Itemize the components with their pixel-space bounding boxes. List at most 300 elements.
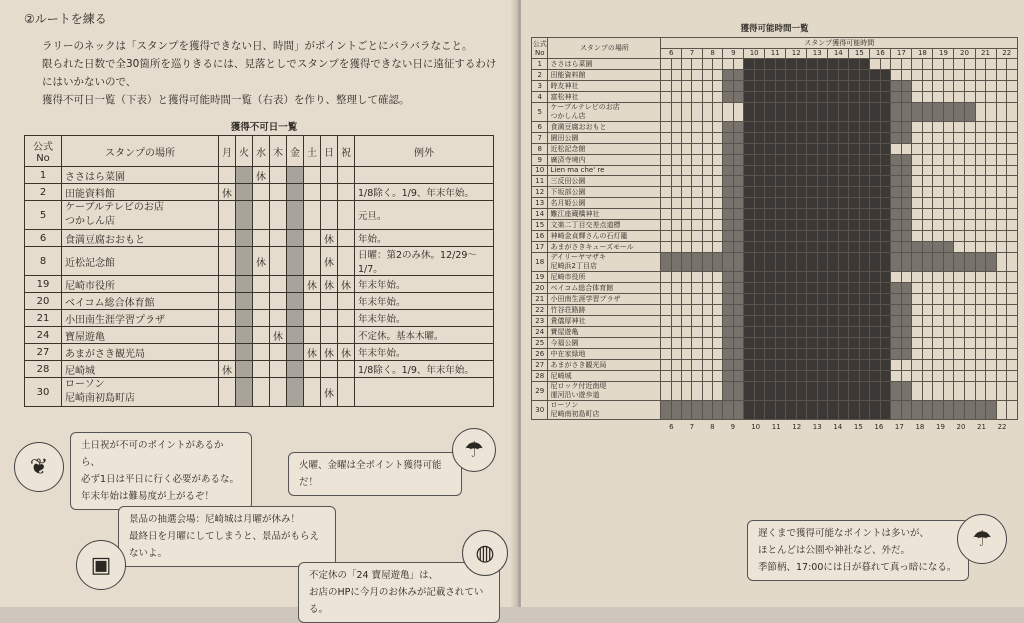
hour-cell: [1007, 219, 1018, 230]
hour-cell: [901, 400, 912, 419]
day-cell: [304, 378, 321, 407]
hour-cell: [702, 400, 712, 419]
hour-cell: [692, 230, 702, 241]
hour-cell: [713, 252, 723, 271]
hour-cell: [702, 293, 712, 304]
hour-cell: [692, 359, 702, 370]
hour-cell: [954, 381, 965, 400]
hour-cell: [723, 219, 733, 230]
hour-cell: [1007, 175, 1018, 186]
day-cell: [219, 247, 236, 276]
hour-cell: [807, 165, 818, 175]
hour-cell: [964, 219, 975, 230]
hour-cell: [733, 315, 743, 326]
hour-cell: [661, 208, 671, 219]
hour-cell: [849, 252, 860, 271]
row-no: 21: [25, 310, 62, 327]
hour-cell: [901, 370, 912, 381]
tip-line: 季節柄、17:00には日が暮れて真っ暗になる。: [758, 562, 957, 573]
hour-cell: [828, 58, 839, 69]
hour-cell: [828, 80, 839, 91]
hour-cell: [922, 175, 933, 186]
table-row: [25, 378, 494, 407]
intro-line: ラリーのネックは「スタンプを獲得できない日、時間」がポイントごとにバラバラなこと。: [42, 40, 473, 52]
hour-cell: [807, 197, 818, 208]
hour-cell: [744, 315, 755, 326]
hour-cell: [702, 197, 712, 208]
hour-cell: [723, 282, 733, 293]
hour-cell: [943, 175, 954, 186]
hour-cell: [828, 219, 839, 230]
day-cell: [321, 361, 338, 378]
hour-cell: [733, 197, 743, 208]
hour-cell: [765, 326, 776, 337]
hour-cell: [671, 80, 681, 91]
table-row: [532, 252, 1018, 271]
hour-cell: [880, 230, 891, 241]
hour-cell: [943, 143, 954, 154]
hour-cell: [744, 359, 755, 370]
day-cell: [338, 361, 355, 378]
hour-cell: [796, 241, 807, 252]
hour-cell: [692, 143, 702, 154]
hour-cell: [807, 252, 818, 271]
hour-cell: [849, 154, 860, 165]
hour-cell: [733, 165, 743, 175]
hour-cell: [859, 304, 870, 315]
hour-cell: [796, 282, 807, 293]
col-tue: 火: [236, 136, 253, 167]
day-cell: [287, 201, 304, 230]
hour-cell: [975, 348, 986, 359]
table-row: [25, 201, 494, 230]
hour-cell: [954, 271, 965, 282]
hour-cell: [775, 175, 786, 186]
hour-cell: [744, 165, 755, 175]
hour-cell: [723, 337, 733, 348]
hour-cell: [723, 326, 733, 337]
hour-cell: [817, 154, 828, 165]
hour-cell: [859, 252, 870, 271]
hour-cell: [807, 121, 818, 132]
hour-cell: [880, 154, 891, 165]
hour-cell: [870, 165, 881, 175]
day-cell: [304, 293, 321, 310]
row-no: 2: [532, 69, 548, 80]
hour-cell: [1007, 186, 1018, 197]
hour-cell: [933, 69, 944, 80]
hour-cell: [933, 241, 944, 252]
hour-cell: [922, 154, 933, 165]
hour-cell: [891, 370, 902, 381]
hour-cell: [765, 337, 776, 348]
hour-cell: [912, 381, 923, 400]
day-cell: [236, 201, 253, 230]
hour-cell: [870, 102, 881, 121]
hour-cell: [713, 304, 723, 315]
hour-cell: [754, 58, 765, 69]
hour-cell: [922, 359, 933, 370]
hour-cell: [796, 293, 807, 304]
intro-line: 限られた日数で全30箇所を巡りきるには、見落としでスタンプを獲得できない日に遠征するわけにはいかないので、: [42, 58, 497, 88]
day-cell: [287, 276, 304, 293]
hour-cell: [775, 348, 786, 359]
hour-cell: [922, 91, 933, 102]
hour-cell: [828, 337, 839, 348]
hour-cell: [912, 219, 923, 230]
hour-cell: [859, 348, 870, 359]
day-cell: [236, 361, 253, 378]
table-row: [25, 361, 494, 378]
hour-cell: [744, 208, 755, 219]
hour-cell: [661, 219, 671, 230]
hour-cell: [661, 337, 671, 348]
hour-cell: [933, 165, 944, 175]
hour-cell: [682, 271, 692, 282]
hour-cell: [796, 58, 807, 69]
hour-cell: [1007, 304, 1018, 315]
row-name: 寶屋遊亀: [62, 327, 219, 344]
hour-cell: [1007, 348, 1018, 359]
hour-cell: [912, 154, 923, 165]
hour-cell: [807, 348, 818, 359]
hour-cell: [870, 326, 881, 337]
hour-cell: [754, 208, 765, 219]
hour-cell: [807, 241, 818, 252]
hour-cell: [964, 370, 975, 381]
hour-cell: [765, 121, 776, 132]
hour-cell: [744, 304, 755, 315]
hour-cell: [943, 252, 954, 271]
hour-cell: [880, 186, 891, 197]
row-exception: 年始。: [355, 230, 494, 247]
row-name: ささはら菜園: [62, 167, 219, 184]
hour-cell: [880, 252, 891, 271]
day-cell: [219, 167, 236, 184]
hour-cell: [796, 175, 807, 186]
hour-cell: [754, 186, 765, 197]
hour-cell: [996, 326, 1007, 337]
row-no: 14: [532, 208, 548, 219]
hour-cell: [933, 326, 944, 337]
hour-cell: [859, 370, 870, 381]
hour-cell: [775, 186, 786, 197]
day-cell: 休: [321, 230, 338, 247]
day-cell: [338, 378, 355, 407]
hour-tick: 12: [792, 422, 802, 431]
hour-cell: [964, 132, 975, 143]
hour-cell: [828, 197, 839, 208]
hour-cell: [870, 121, 881, 132]
hour-cell: [733, 80, 743, 91]
hour-cell: [849, 143, 860, 154]
hour-cell: [996, 337, 1007, 348]
hour-cell: [828, 400, 839, 419]
hour-cell: [933, 359, 944, 370]
hour-cell: [975, 219, 986, 230]
hour-cell: [682, 91, 692, 102]
hour-cell: [682, 154, 692, 165]
hour-cell: [996, 359, 1007, 370]
day-cell: [219, 378, 236, 407]
hour-cell: [996, 230, 1007, 241]
hour-cell: [713, 208, 723, 219]
col-sat: 土: [304, 136, 321, 167]
hour-cell: [1007, 154, 1018, 165]
hour-cell: [702, 208, 712, 219]
row-name: ベイコム総合体育館: [62, 293, 219, 310]
hour-cell: [692, 337, 702, 348]
hour-cell: [765, 348, 776, 359]
hour-cell: [817, 304, 828, 315]
hour-cell: [891, 326, 902, 337]
hour-cell: [912, 132, 923, 143]
hour-cell: [744, 337, 755, 348]
hour-cell: [996, 121, 1007, 132]
hour-cell: [702, 370, 712, 381]
hour-cell: [986, 91, 997, 102]
hour-cell: [975, 293, 986, 304]
hour-cell: [933, 91, 944, 102]
hour-cell: [901, 208, 912, 219]
hour-cell: [933, 208, 944, 219]
hour-cell: [702, 271, 712, 282]
hour-cell: [723, 315, 733, 326]
table-row: [532, 197, 1018, 208]
hour-cell: [807, 219, 818, 230]
hour-cell: [838, 175, 849, 186]
hour-cell: [786, 121, 797, 132]
hour-cell: [733, 102, 743, 121]
hour-cell: [954, 219, 965, 230]
hour-cell: [796, 208, 807, 219]
hour-cell: [954, 359, 965, 370]
row-no: 1: [532, 58, 548, 69]
tip-line: 最終日を月曜にしてしまうと、景品がもらえないよ。: [129, 531, 320, 559]
hour-cell: [891, 219, 902, 230]
hour-cell: [849, 197, 860, 208]
hour-cell: [744, 102, 755, 121]
tip-line: 不定休の「24 寶屋遊亀」は、: [309, 570, 439, 581]
hour-cell: [828, 165, 839, 175]
hour-cell: [682, 326, 692, 337]
bottom-hour-axis: [531, 423, 1018, 431]
col-no: 公式 No: [532, 38, 548, 59]
hour-cell: [775, 102, 786, 121]
hour-cell: [975, 91, 986, 102]
table-row: [25, 247, 494, 276]
hour-cell: [933, 132, 944, 143]
hour-cell: [723, 241, 733, 252]
hour-cell: [912, 230, 923, 241]
hour-cell: [901, 69, 912, 80]
hour-cell: [901, 230, 912, 241]
hour-cell: [796, 69, 807, 80]
day-cell: [236, 344, 253, 361]
table-row: [25, 310, 494, 327]
hour-cell: [786, 102, 797, 121]
hour-cell: [986, 69, 997, 80]
hour-cell: [849, 208, 860, 219]
hour-cell: [838, 241, 849, 252]
hour-cell: [922, 315, 933, 326]
day-cell: [236, 184, 253, 201]
hour-cell: [682, 143, 692, 154]
hour-cell: [661, 381, 671, 400]
day-cell: [287, 230, 304, 247]
hour-cell: [986, 186, 997, 197]
hour-cell: [849, 121, 860, 132]
hour-cell: [702, 381, 712, 400]
hour-cell: [733, 121, 743, 132]
hour-cell: [661, 400, 671, 419]
hour-cell: [975, 271, 986, 282]
row-exception: 1/8除く。1/9、年末年始。: [355, 184, 494, 201]
hour-cell: [765, 293, 776, 304]
hour-cell: [828, 271, 839, 282]
hour-cell: [807, 186, 818, 197]
hour-cell: [870, 337, 881, 348]
hour-cell: [713, 241, 723, 252]
table-row: [532, 102, 1018, 121]
hour-cell: [733, 143, 743, 154]
hour-cell: [870, 91, 881, 102]
hour-cell: [849, 400, 860, 419]
hour-cell: [733, 271, 743, 282]
hour-cell: [838, 208, 849, 219]
hour-cell: [796, 381, 807, 400]
hour-cell: [943, 293, 954, 304]
hour-header: 8: [702, 49, 723, 59]
hour-cell: [807, 143, 818, 154]
hour-cell: [891, 337, 902, 348]
row-no: 19: [25, 276, 62, 293]
hour-cell: [828, 359, 839, 370]
hour-cell: [817, 69, 828, 80]
hour-cell: [954, 132, 965, 143]
hour-cell: [922, 400, 933, 419]
hour-cell: [692, 219, 702, 230]
day-cell: 休: [321, 378, 338, 407]
row-name: 神崎金貞輝さんの石灯籠: [548, 230, 661, 241]
day-cell: [236, 378, 253, 407]
hour-cell: [859, 165, 870, 175]
row-no: 8: [532, 143, 548, 154]
hour-cell: [943, 154, 954, 165]
hour-cell: [786, 271, 797, 282]
hour-cell: [661, 132, 671, 143]
col-name: スタンプの場所: [62, 136, 219, 167]
hour-cell: [723, 197, 733, 208]
hour-cell: [671, 293, 681, 304]
row-no: 27: [25, 344, 62, 361]
hour-cell: [870, 370, 881, 381]
row-name: 今福公園: [548, 337, 661, 348]
hour-cell: [775, 370, 786, 381]
hour-cell: [775, 337, 786, 348]
hour-cell: [692, 58, 702, 69]
hour-cell: [702, 143, 712, 154]
hour-cell: [901, 58, 912, 69]
hour-cell: [786, 304, 797, 315]
hour-cell: [817, 102, 828, 121]
hour-cell: [880, 69, 891, 80]
day-cell: [219, 344, 236, 361]
hour-cell: [964, 315, 975, 326]
hour-cell: [943, 271, 954, 282]
hour-cell: [754, 154, 765, 165]
hour-cell: [880, 58, 891, 69]
hour-cell: [828, 293, 839, 304]
hour-tick: 7: [689, 422, 695, 431]
hour-cell: [901, 359, 912, 370]
hour-cell: [975, 175, 986, 186]
hour-cell: [912, 370, 923, 381]
hour-cell: [880, 143, 891, 154]
hour-cell: [880, 165, 891, 175]
hour-cell: [744, 154, 755, 165]
col-thu: 木: [270, 136, 287, 167]
hour-cell: [765, 80, 776, 91]
hour-cell: [692, 304, 702, 315]
intro-line: 獲得不可日一覧（下表）と獲得可能時間一覧（右表）を作り、整理して確認。: [42, 94, 410, 106]
hour-cell: [1007, 326, 1018, 337]
hour-cell: [692, 271, 702, 282]
hour-cell: [891, 315, 902, 326]
hour-cell: [996, 304, 1007, 315]
hour-cell: [702, 326, 712, 337]
hour-cell: [692, 293, 702, 304]
hour-cell: [671, 326, 681, 337]
hour-cell: [754, 304, 765, 315]
hour-cell: [765, 143, 776, 154]
hour-cell: [922, 348, 933, 359]
hour-cell: [817, 370, 828, 381]
hour-cell: [838, 69, 849, 80]
hour-cell: [765, 219, 776, 230]
hour-cell: [943, 370, 954, 381]
hour-cell: [744, 370, 755, 381]
hour-cell: [838, 282, 849, 293]
hour-cell: [682, 132, 692, 143]
hour-cell: [733, 208, 743, 219]
hour-cell: [880, 241, 891, 252]
hour-header: 20: [954, 49, 975, 59]
hour-cell: [765, 154, 776, 165]
tip-bubble-tue-fri: [288, 452, 462, 496]
hour-cell: [943, 326, 954, 337]
hour-cell: [692, 197, 702, 208]
hour-cell: [838, 91, 849, 102]
hour-cell: [796, 271, 807, 282]
hour-cell: [692, 241, 702, 252]
hour-cell: [786, 91, 797, 102]
hour-cell: [723, 381, 733, 400]
hour-cell: [975, 241, 986, 252]
hour-cell: [786, 80, 797, 91]
row-no: 27: [532, 359, 548, 370]
hour-cell: [849, 58, 860, 69]
hour-cell: [986, 154, 997, 165]
day-cell: [338, 327, 355, 344]
hour-cell: [796, 102, 807, 121]
hour-cell: [817, 241, 828, 252]
hour-cell: [922, 304, 933, 315]
hour-cell: [682, 282, 692, 293]
hour-cell: [807, 304, 818, 315]
hour-cell: [986, 175, 997, 186]
row-name: 近松記念館: [62, 247, 219, 276]
